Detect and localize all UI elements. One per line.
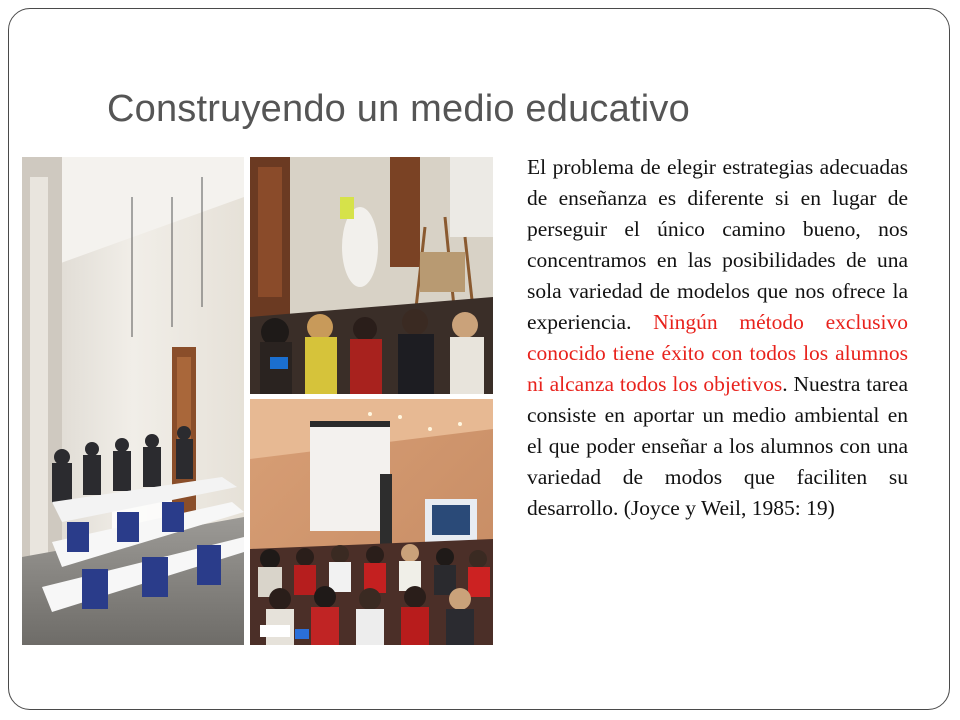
quote-text-conclusion: . Nuestra tarea consiste en aportar un medio ambiental en el que poder enseñar a los alumnos con una variedad de modos que faciliten su desarrollo. (Joyce y Weil, 1985: 19) bbox=[527, 372, 909, 520]
quote-text-highlight: Ningún método exclusivo conocido tiene éxito con todos los alumnos ni alcanza todos los objetivos bbox=[527, 310, 908, 396]
quote-text-intro: El problema de elegir estrategias adecuadas de enseñanza es diferente si en lugar de perseguir el único camino bueno, nos concentramos en las posibilidades de una sola variedad de modelos que nos ofrece la experiencia. bbox=[527, 155, 908, 334]
lecture-hall-photo bbox=[250, 399, 493, 645]
classroom-photo bbox=[22, 157, 244, 645]
art-studio-photo bbox=[250, 157, 493, 394]
quote-paragraph bbox=[527, 152, 908, 524]
slide-title: Construyendo un medio educativo bbox=[107, 88, 690, 130]
